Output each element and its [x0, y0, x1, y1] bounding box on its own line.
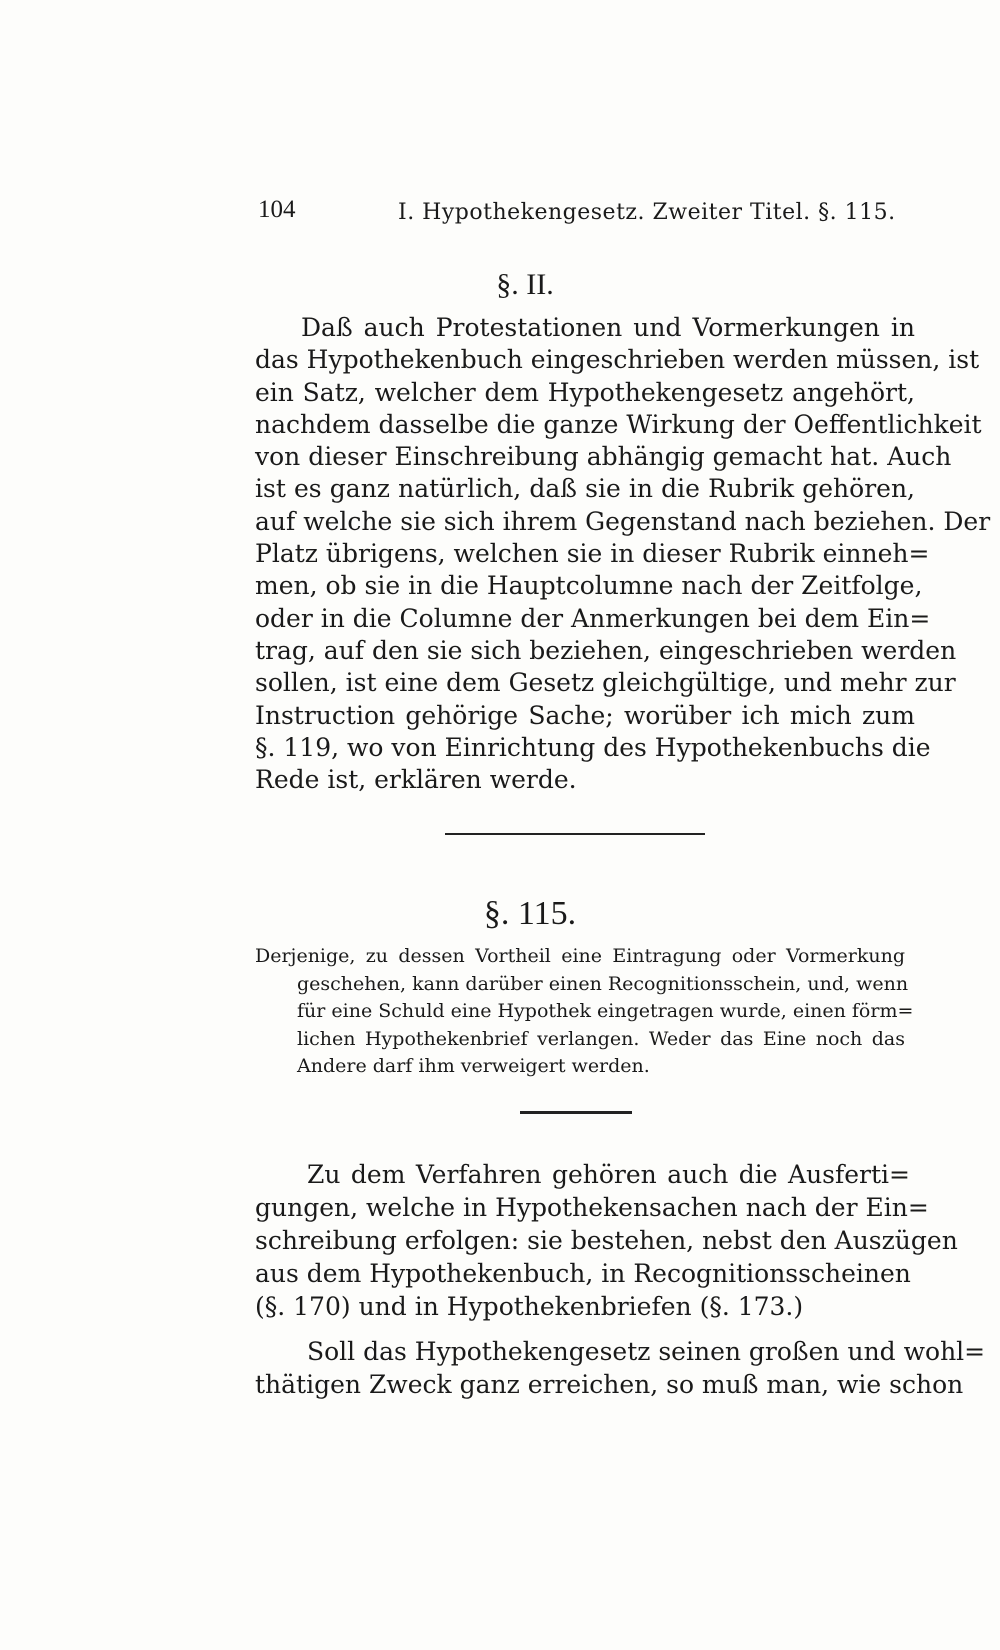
text-line: Soll das Hypothekengesetz seinen großen und wohl=	[307, 1337, 986, 1366]
text-line: Daß auch Protestationen und Vormerkungen in	[301, 313, 915, 342]
section-divider	[445, 833, 705, 835]
text-line: das Hypothekenbuch eingeschrieben werden müssen, ist	[255, 345, 980, 375]
text-line: lichen Hypothekenbrief verlangen. Weder das Eine noch das	[297, 1027, 905, 1050]
text-line: Andere darf ihm verweigert werden.	[297, 1055, 650, 1077]
text-line: §. 119, wo von Einrichtung des Hypothekenbuchs die	[255, 732, 931, 762]
running-head: I. Hypothekengesetz. Zweiter Titel. §. 115.	[398, 200, 896, 225]
page-number: 104	[258, 196, 296, 223]
text-line: Rede ist, erklären werde.	[255, 765, 577, 795]
text-line: Platz übrigens, welchen sie in dieser Rubrik einneh=	[255, 539, 930, 569]
text-line: thätigen Zweck ganz erreichen, so muß man, wie schon	[255, 1370, 964, 1399]
commentary-paragraph-1	[255, 312, 991, 796]
text-line: nachdem dasselbe die ganze Wirkung der Oeffentlichkeit	[255, 409, 982, 439]
text-line: oder in die Columne der Anmerkungen bei dem Ein=	[255, 603, 931, 633]
short-divider	[520, 1111, 632, 1114]
text-line: Zu dem Verfahren gehören auch die Ausferti=	[307, 1160, 910, 1189]
text-line: auf welche sie sich ihrem Gegenstand nach beziehen. Der	[255, 506, 991, 536]
text-line: trag, auf den sie sich beziehen, eingeschrieben werden	[255, 635, 957, 665]
text-line: für eine Schuld eine Hypothek eingetragen wurde, einen förm=	[297, 1000, 914, 1022]
text-line: sollen, ist eine dem Gesetz gleichgültige, und mehr zur	[255, 668, 956, 698]
section-heading-ii: §. II.	[496, 268, 554, 301]
text-line: ein Satz, welcher dem Hypothekengesetz angehört,	[255, 377, 915, 407]
text-line: aus dem Hypothekenbuch, in Recognitionsscheinen	[255, 1259, 911, 1288]
text-line: (§. 170) und in Hypothekenbriefen (§. 173.)	[255, 1292, 804, 1321]
text-line: gungen, welche in Hypothekensachen nach der Ein=	[255, 1193, 929, 1222]
text-line: ist es ganz natürlich, daß sie in die Rubrik gehören,	[255, 474, 915, 504]
text-line: Instruction gehörige Sache; worüber ich mich zum	[255, 700, 915, 730]
page-header	[258, 196, 896, 236]
statute-text-115	[255, 943, 914, 1081]
text-line: geschehen, kann darüber einen Recognitionsschein, und, wenn	[297, 972, 909, 995]
section-heading-115: §. 115.	[483, 895, 577, 932]
text-line: Derjenige, zu dessen Vortheil eine Eintragung oder Vormerkung	[255, 945, 905, 967]
commentary-paragraph-2	[255, 1158, 958, 1323]
commentary-paragraph-3	[255, 1335, 986, 1401]
text-line: von dieser Einschreibung abhängig gemacht hat. Auch	[255, 442, 952, 472]
text-line: schreibung erfolgen: sie bestehen, nebst den Auszügen	[255, 1226, 958, 1255]
text-line: men, ob sie in die Hauptcolumne nach der Zeitfolge,	[255, 571, 923, 601]
